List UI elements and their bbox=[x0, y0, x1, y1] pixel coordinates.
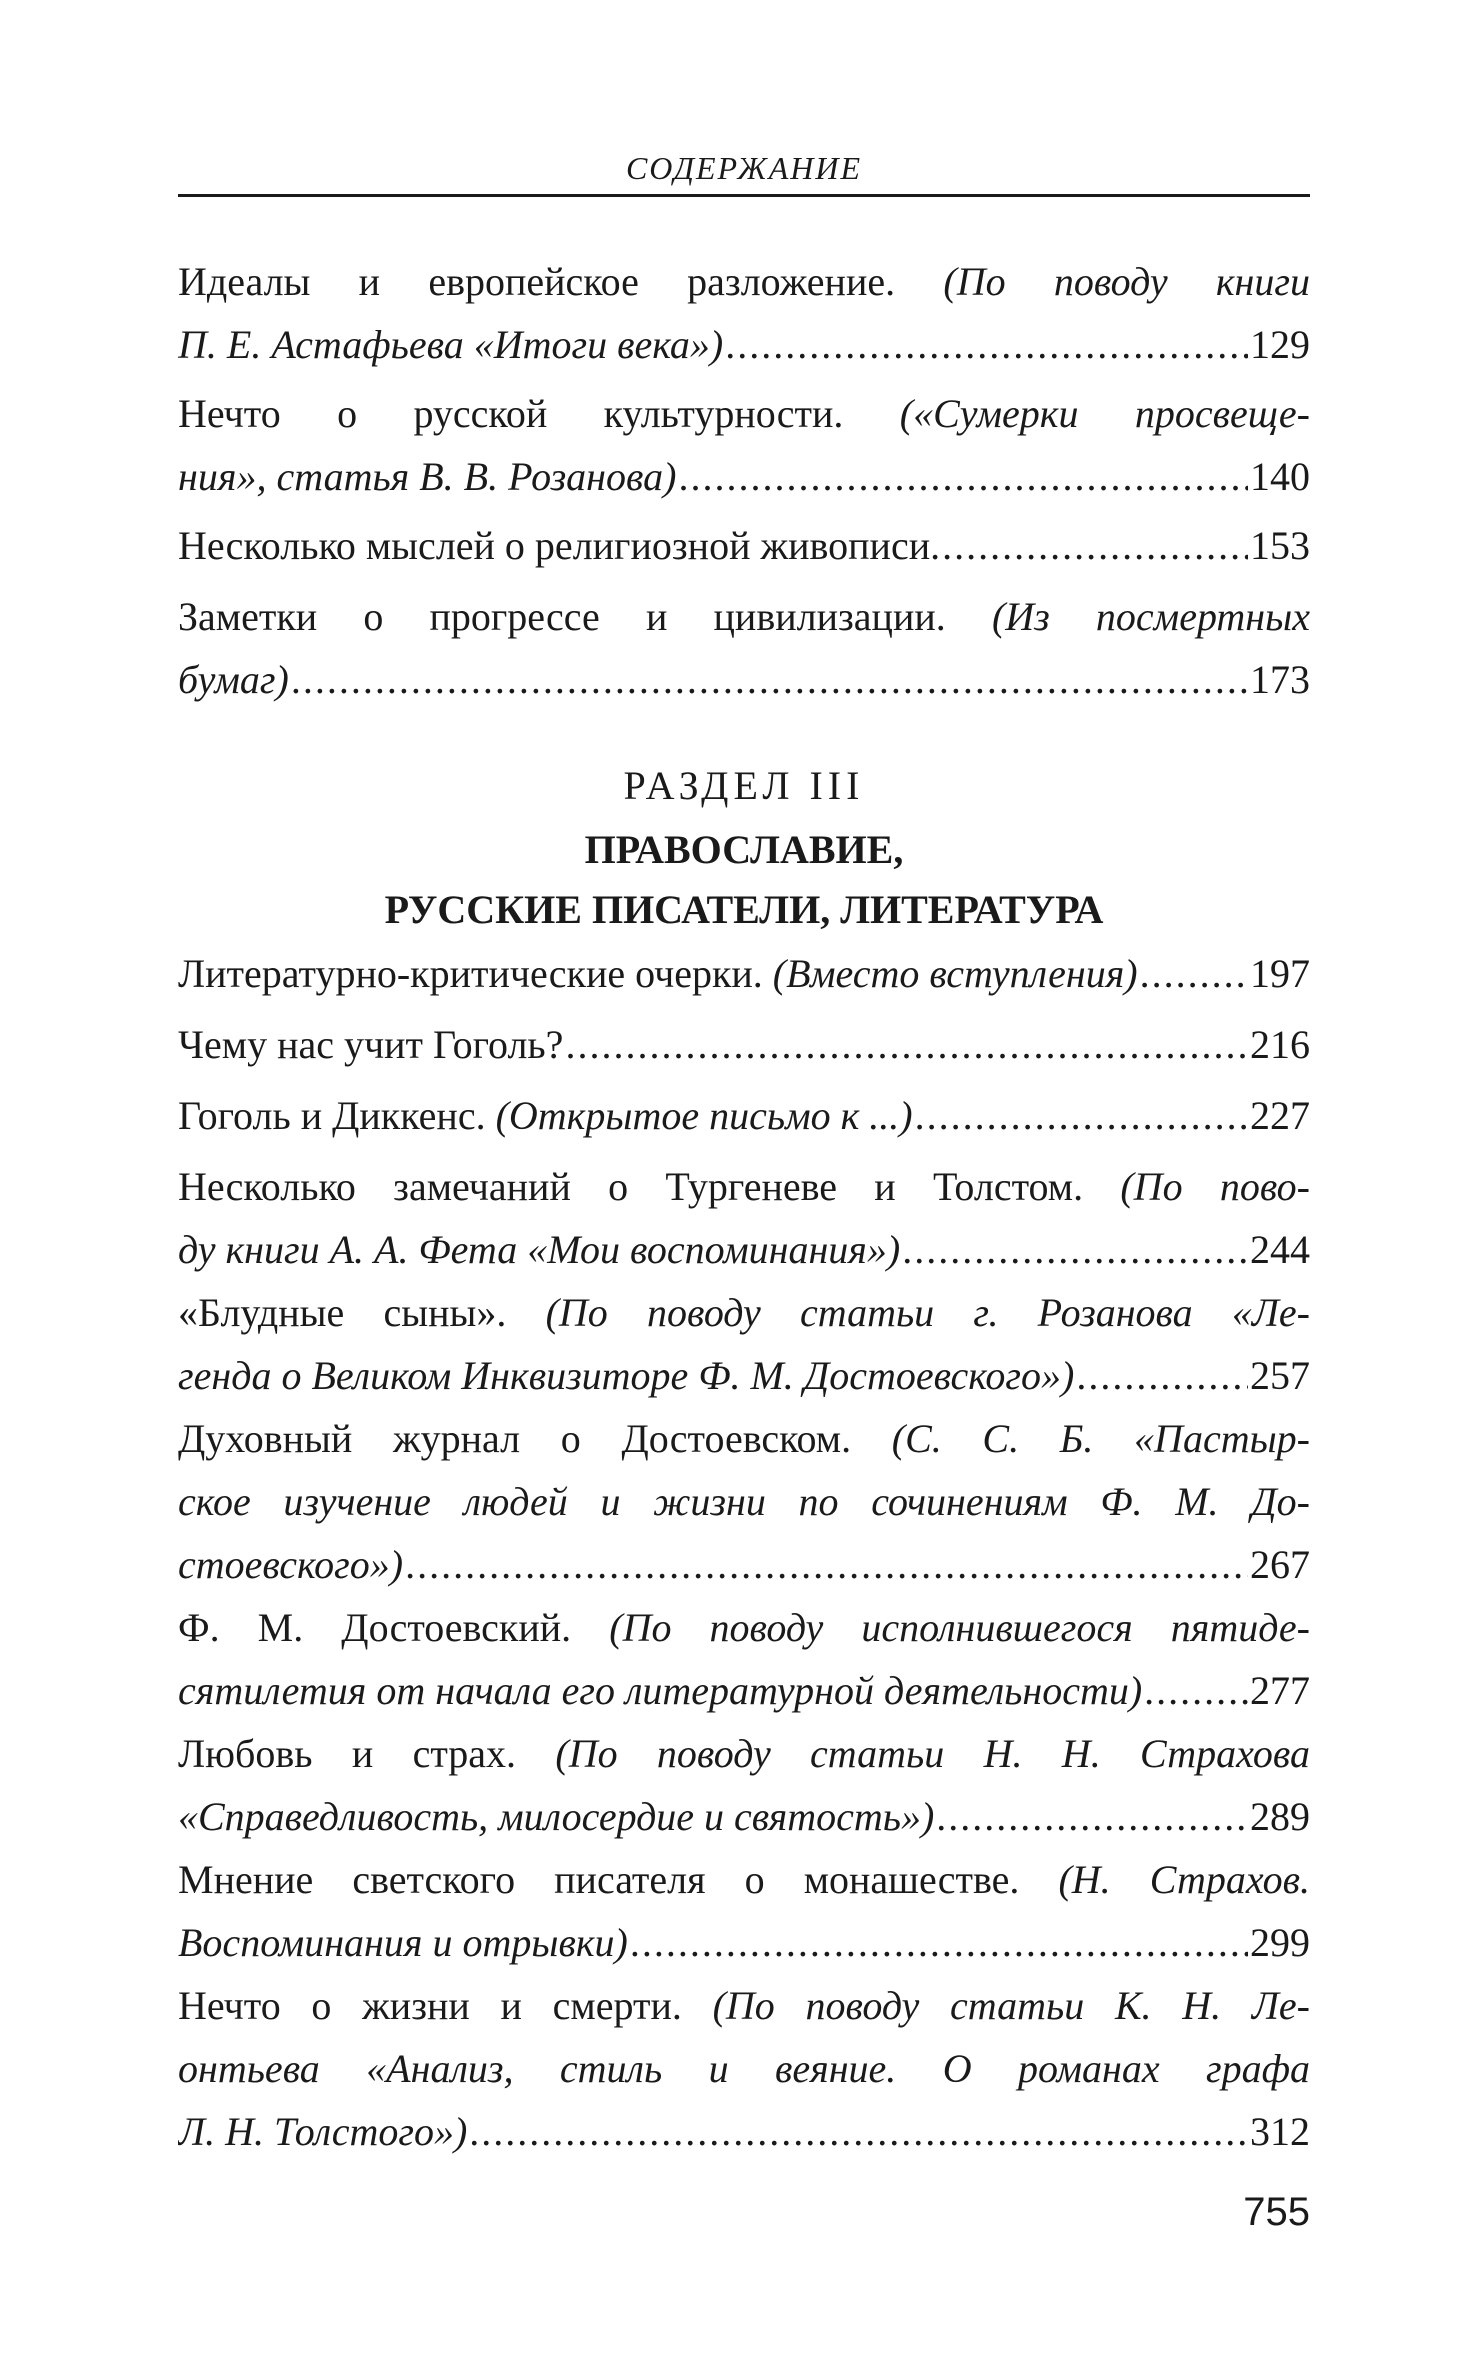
toc-entry-line bbox=[178, 2037, 1310, 2100]
dot-leader bbox=[1076, 1344, 1248, 1407]
toc-entry-title: «Блудные сыны». bbox=[178, 1290, 546, 1335]
toc-entry-last-line bbox=[178, 1218, 1310, 1281]
dot-leader bbox=[630, 1911, 1248, 1974]
toc-page-number: 129 bbox=[1250, 322, 1310, 367]
toc-entry-note: (С. С. Б. «Пастыр- bbox=[891, 1416, 1310, 1461]
toc-entry-last-line bbox=[178, 313, 1310, 376]
toc-entry[interactable] bbox=[178, 1155, 1310, 1281]
toc-entry-last-line bbox=[178, 514, 1310, 577]
section-title-line1: ПРАВОСЛАВИЕ, bbox=[584, 827, 904, 872]
toc-entry-title: Несколько мыслей о религиозной живописи. bbox=[178, 523, 941, 568]
toc-page-number: 244 bbox=[1250, 1227, 1310, 1272]
toc-entry-last-line bbox=[178, 648, 1310, 711]
toc-entry-note: ское изучение людей и жизни по сочинениям Ф. М. До- bbox=[178, 1479, 1310, 1524]
toc-entry-title: Идеалы и европейское разложение. bbox=[178, 259, 944, 304]
toc-entry-line bbox=[178, 1155, 1310, 1218]
toc-entry-title: Литературно-критические очерки. bbox=[178, 951, 773, 996]
toc-entry-note: Л. Н. Толстого») bbox=[178, 2109, 468, 2154]
toc-page-number: 153 bbox=[1250, 523, 1310, 568]
toc-entry-last-line bbox=[178, 1084, 1310, 1147]
toc-entry-line bbox=[178, 1848, 1310, 1911]
toc-entry[interactable] bbox=[178, 1596, 1310, 1722]
toc-entry-title: Заметки о прогрессе и цивилизации. bbox=[178, 594, 992, 639]
toc-entry-title: Чему нас учит Гоголь? bbox=[178, 1022, 564, 1067]
toc-entry-line bbox=[178, 1974, 1310, 2037]
toc-entry[interactable] bbox=[178, 585, 1310, 711]
dot-leader bbox=[902, 1218, 1248, 1281]
toc-entry[interactable] bbox=[178, 942, 1310, 1005]
toc-entry-note: (По пово- bbox=[1120, 1164, 1310, 1209]
toc-entry-last-line bbox=[178, 2100, 1310, 2163]
toc-entry-text bbox=[178, 942, 1138, 1005]
toc-entry-note: (По поводу исполнившегося пятиде- bbox=[609, 1605, 1310, 1650]
toc-entry-note: («Сумерки просвеще- bbox=[899, 391, 1310, 436]
toc-entry-last-line bbox=[178, 1659, 1310, 1722]
toc-entry-text bbox=[178, 1013, 563, 1076]
toc-entry[interactable] bbox=[178, 1848, 1310, 1974]
toc-entry-line bbox=[178, 1281, 1310, 1344]
toc-entry-note: онтьева «Анализ, стиль и веяние. О романах графа bbox=[178, 2046, 1310, 2091]
toc-entry[interactable] bbox=[178, 382, 1310, 508]
toc-entry-title: Ф. М. Достоевский. bbox=[178, 1605, 610, 1650]
dot-leader bbox=[725, 313, 1248, 376]
toc-entry-note: (Н. Страхов. bbox=[1058, 1857, 1310, 1902]
toc-entry-last-line bbox=[178, 1911, 1310, 1974]
section-number: РАЗДЕЛ III bbox=[623, 763, 865, 808]
toc-entry-text bbox=[178, 1911, 628, 1974]
toc-entry[interactable] bbox=[178, 514, 1310, 577]
toc-entry-last-line bbox=[178, 445, 1310, 508]
toc-entry-text bbox=[178, 313, 723, 376]
toc-page-number: 173 bbox=[1250, 657, 1310, 702]
toc-entry-last-line bbox=[178, 942, 1310, 1005]
toc-entry-note: (По поводу статьи К. Н. Ле- bbox=[712, 1983, 1310, 2028]
toc-entry-line bbox=[178, 1596, 1310, 1659]
toc-entry-text bbox=[178, 1533, 403, 1596]
section-title-line2: РУССКИЕ ПИСАТЕЛИ, ЛИТЕРАТУРА bbox=[384, 887, 1104, 932]
toc-entry-note: П. Е. Астафьева «Итоги века») bbox=[178, 322, 724, 367]
toc-page-number: 267 bbox=[1250, 1542, 1310, 1587]
dot-leader bbox=[1140, 942, 1248, 1005]
toc-entry-line bbox=[178, 1407, 1310, 1470]
toc-entry-text bbox=[178, 1659, 1142, 1722]
toc-entry-title: Мнение светского писателя о монашестве. bbox=[178, 1857, 1059, 1902]
toc-page-number: 257 bbox=[1250, 1353, 1310, 1398]
dot-leader bbox=[915, 1084, 1248, 1147]
toc-entry-line bbox=[178, 1722, 1310, 1785]
toc-entry[interactable] bbox=[178, 1281, 1310, 1407]
toc-page-number: 277 bbox=[1250, 1668, 1310, 1713]
toc-page-number: 299 bbox=[1250, 1920, 1310, 1965]
dot-leader bbox=[1144, 1659, 1248, 1722]
toc-entry-text bbox=[178, 445, 676, 508]
toc-entry-line bbox=[178, 382, 1310, 445]
toc-entry-note: сятилетия от начала его литературной деятельности) bbox=[178, 1668, 1143, 1713]
toc-entry-title: Любовь и страх. bbox=[178, 1731, 556, 1776]
toc-entry-title: Нечто о русской культурности. bbox=[178, 391, 900, 436]
toc-entry-text bbox=[178, 2100, 467, 2163]
toc-page-number: 289 bbox=[1250, 1794, 1310, 1839]
toc-entry[interactable] bbox=[178, 1974, 1310, 2163]
toc-page-number: 227 bbox=[1250, 1093, 1310, 1138]
toc-page-number: 140 bbox=[1250, 454, 1310, 499]
toc-entry-text bbox=[178, 1785, 934, 1848]
toc-entry-text bbox=[178, 514, 940, 577]
toc-entry-last-line bbox=[178, 1785, 1310, 1848]
toc-entry-note: (Из посмертных bbox=[991, 594, 1310, 639]
toc-entry-note: (По поводу статьи г. Розанова «Ле- bbox=[545, 1290, 1310, 1335]
toc-entry-note: генда о Великом Инквизиторе Ф. М. Достоевского») bbox=[178, 1353, 1075, 1398]
toc-entry-line bbox=[178, 250, 1310, 313]
toc-entry[interactable] bbox=[178, 1722, 1310, 1848]
toc-entry-note: (По поводу книги bbox=[943, 259, 1310, 304]
toc-entry-note: (Открытое письмо к ...) bbox=[495, 1093, 913, 1138]
toc-entry[interactable] bbox=[178, 1084, 1310, 1147]
toc-entry-note: Воспоминания и отрывки) bbox=[178, 1920, 628, 1965]
dot-leader bbox=[565, 1013, 1248, 1076]
toc-entry-line bbox=[178, 585, 1310, 648]
toc-entry-note: ду книги А. А. Фета «Мои воспоминания») bbox=[178, 1227, 901, 1272]
dot-leader bbox=[936, 1785, 1248, 1848]
toc-entry-note: ния», статья В. В. Розанова) bbox=[178, 454, 677, 499]
toc-entry-text bbox=[178, 648, 289, 711]
toc-entry-text bbox=[178, 1218, 900, 1281]
header-rule bbox=[178, 194, 1310, 197]
dot-leader bbox=[405, 1533, 1248, 1596]
dot-leader bbox=[942, 514, 1248, 577]
toc-entry-title: Духовный журнал о Достоевском. bbox=[178, 1416, 892, 1461]
toc-entry-note: (Вместо вступления) bbox=[772, 951, 1138, 996]
page-number: 755 bbox=[1243, 2190, 1310, 2234]
toc-entry[interactable] bbox=[178, 1013, 1310, 1076]
toc-entry-line bbox=[178, 1470, 1310, 1533]
toc-entry[interactable] bbox=[178, 1407, 1310, 1596]
toc-entry-note: бумаг) bbox=[178, 657, 289, 702]
toc-entry-last-line bbox=[178, 1013, 1310, 1076]
dot-leader bbox=[469, 2100, 1248, 2163]
toc-entry-text bbox=[178, 1084, 913, 1147]
toc-page-number: 197 bbox=[1250, 951, 1310, 996]
toc-entry-title: Гоголь и Диккенс. bbox=[178, 1093, 496, 1138]
dot-leader bbox=[678, 445, 1248, 508]
toc-entry-note: «Справедливость, милосердие и святость») bbox=[178, 1794, 935, 1839]
toc-entry-title: Несколько замечаний о Тургеневе и Толстом. bbox=[178, 1164, 1121, 1209]
toc-entry-note: (По поводу статьи Н. Н. Страхова bbox=[555, 1731, 1310, 1776]
dot-leader bbox=[291, 648, 1248, 711]
toc-entry-last-line bbox=[178, 1344, 1310, 1407]
running-head: СОДЕРЖАНИЕ bbox=[625, 150, 863, 186]
toc-entry-last-line bbox=[178, 1533, 1310, 1596]
toc-entry-note: стоевского») bbox=[178, 1542, 404, 1587]
toc-entry[interactable] bbox=[178, 250, 1310, 376]
toc-entry-text bbox=[178, 1344, 1074, 1407]
toc-entry-title: Нечто о жизни и смерти. bbox=[178, 1983, 713, 2028]
toc-page-number: 216 bbox=[1250, 1022, 1310, 1067]
toc-page-number: 312 bbox=[1250, 2109, 1310, 2154]
